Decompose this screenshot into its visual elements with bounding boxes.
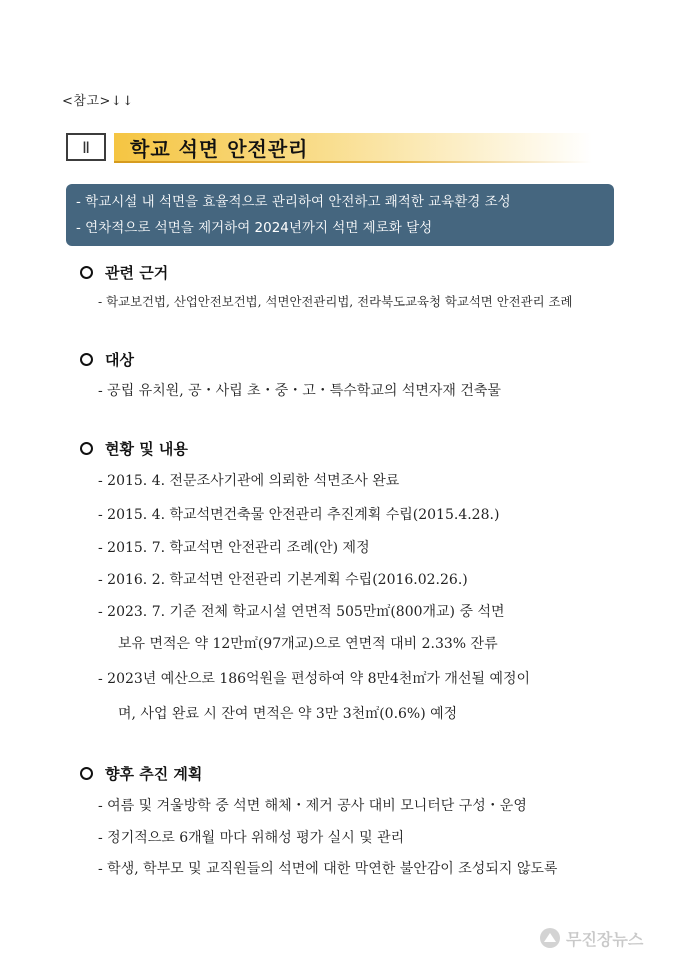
section-number: Ⅱ — [66, 133, 106, 161]
bullet-circle-icon — [80, 353, 93, 366]
watermark — [540, 925, 670, 951]
list-item-continuation: 며, 사업 완료 시 잔여 면적은 약 3만 3천㎡(0.6%) 예정 — [118, 706, 458, 722]
list-item: - 2015. 7. 학교석면 안전관리 조례(안) 제정 — [98, 540, 370, 556]
list-item: - 2023. 7. 기준 전체 학교시설 연면적 505만㎡(800개교) 중 석면 — [98, 604, 505, 620]
section-heading-target: 대상 — [80, 349, 134, 370]
list-item: - 여름 및 겨울방학 중 석면 해체・제거 공사 대비 모니터단 구성・운영 — [98, 798, 527, 814]
list-item: - 2015. 4. 전문조사기관에 의뢰한 석면조사 완료 — [98, 473, 400, 489]
list-item: - 2015. 4. 학교석면건축물 안전관리 추진계획 수립(2015.4.28.) — [98, 507, 500, 523]
list-item: - 정기적으로 6개월 마다 위해성 평가 실시 및 관리 — [98, 830, 405, 846]
list-item-continuation: 보유 면적은 약 12만㎡(97개교)으로 연면적 대비 2.33% 잔류 — [118, 636, 498, 652]
section-header — [66, 133, 594, 163]
mountain-logo-icon — [540, 928, 560, 948]
section-title: 학교 석면 안전관리 — [114, 133, 592, 161]
section-heading-status: 현황 및 내용 — [80, 438, 188, 459]
reference-note: <참고>↓↓ — [62, 94, 134, 109]
bullet-circle-icon — [80, 442, 93, 455]
section-heading-basis: 관련 근거 — [80, 262, 168, 283]
title-underline — [114, 161, 592, 163]
list-item: - 학교보건법, 산업안전보건법, 석면안전관리법, 전라북도교육청 학교석면 안전관리 조례 — [98, 294, 573, 309]
bullet-circle-icon — [80, 266, 93, 279]
bullet-circle-icon — [80, 767, 93, 780]
list-item: - 2016. 2. 학교석면 안전관리 기본계획 수립(2016.02.26.) — [98, 572, 468, 588]
summary-box — [66, 184, 614, 246]
watermark-text: 무진장뉴스 — [566, 929, 644, 949]
summary-line: - 학교시설 내 석면을 효율적으로 관리하여 안전하고 쾌적한 교육환경 조성 — [76, 194, 511, 210]
list-item: - 2023년 예산으로 186억원을 편성하여 약 8만4천㎡가 개선될 예정이 — [98, 671, 531, 687]
list-item: - 학생, 학부모 및 교직원들의 석면에 대한 막연한 불안감이 조성되지 않도록 — [98, 861, 558, 877]
summary-line: - 연차적으로 석면을 제거하여 2024년까지 석면 제로화 달성 — [76, 220, 433, 236]
list-item: - 공립 유치원, 공・사립 초・중・고・특수학교의 석면자재 건축물 — [98, 383, 501, 399]
section-heading-plan: 향후 추진 계획 — [80, 763, 202, 784]
